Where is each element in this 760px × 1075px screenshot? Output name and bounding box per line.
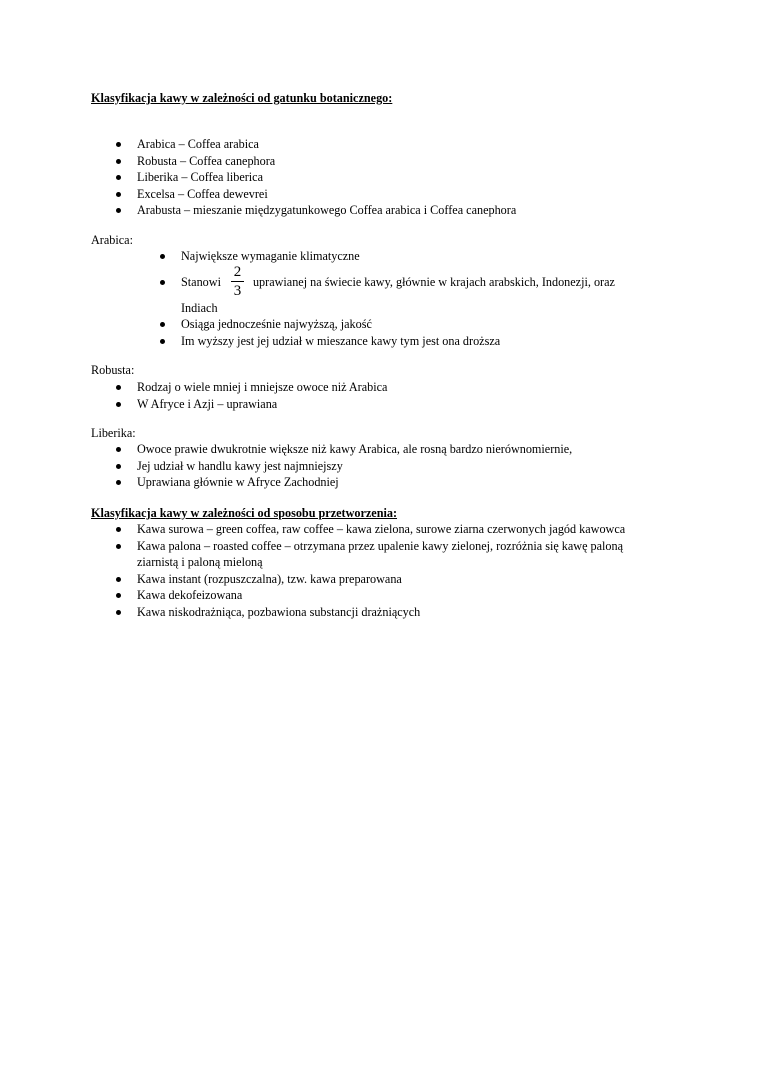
fraction-numerator: 2 xyxy=(233,264,242,281)
list-item: Arabusta – mieszanie międzygatunkowego Coffea arabica i Coffea canephora xyxy=(91,202,651,219)
list-item: Rodzaj o wiele mniej i mniejsze owoce niż Arabica xyxy=(91,379,651,396)
list-item: Jej udział w handlu kawy jest najmniejszy xyxy=(91,458,651,475)
robusta-label: Robusta: xyxy=(91,363,135,377)
fraction-bar xyxy=(231,281,244,282)
section-heading-botanical: Klasyfikacja kawy w zależności od gatunku botanicznego: xyxy=(91,91,393,105)
list-item: Największe wymaganie klimatyczne xyxy=(135,248,655,265)
list-item: Kawa niskodrażniąca, pozbawiona substancji drażniących xyxy=(91,604,661,621)
list-item-fraction xyxy=(135,265,655,317)
botanical-species-list xyxy=(91,136,651,219)
fraction-prefix-text: Stanowi xyxy=(181,274,221,289)
list-item: Kawa dekofeizowana xyxy=(91,587,661,604)
list-item: Robusta – Coffea canephora xyxy=(91,153,651,170)
list-item: Liberika – Coffea liberica xyxy=(91,169,651,186)
list-item: Uprawiana głównie w Afryce Zachodniej xyxy=(91,474,651,491)
list-item: Kawa instant (rozpuszczalna), tzw. kawa preparowana xyxy=(91,571,661,588)
section-heading-processing: Klasyfikacja kawy w zależności od sposobu przetworzenia: xyxy=(91,506,398,520)
fraction-two-thirds xyxy=(231,265,244,299)
list-item: Kawa surowa – green coffea, raw coffee – kawa zielona, surowe ziarna czerwonych jagód kawowca xyxy=(91,521,661,538)
fraction-suffix-text: uprawianej na świecie kawy, głównie w krajach arabskich, Indonezji, oraz xyxy=(252,274,615,289)
list-item: W Afryce i Azji – uprawiana xyxy=(91,396,651,413)
list-item: Owoce prawie dwukrotnie większe niż kawy Arabica, ale rosną bardzo nierównomiernie, xyxy=(91,441,651,458)
list-item-continuation: Indiach xyxy=(181,300,218,315)
arabica-label: Arabica: xyxy=(91,233,133,247)
robusta-list xyxy=(91,379,651,412)
arabica-list xyxy=(135,248,655,349)
liberika-list xyxy=(91,441,651,491)
processing-list xyxy=(91,521,661,621)
fraction-denominator: 3 xyxy=(233,283,242,300)
list-item: Kawa palona – roasted coffee – otrzymana przez upalenie kawy zielonej, rozróżnia się kawę paloną ziarnistą i paloną mieloną xyxy=(91,538,661,571)
list-item: Osiąga jednocześnie najwyższą, jakość xyxy=(135,316,655,333)
list-item: Excelsa – Coffea dewevrei xyxy=(91,186,651,203)
list-item: Im wyższy jest jej udział w mieszance kawy tym jest ona droższa xyxy=(135,333,655,350)
list-item: Arabica – Coffea arabica xyxy=(91,136,651,153)
liberika-label: Liberika: xyxy=(91,426,136,440)
